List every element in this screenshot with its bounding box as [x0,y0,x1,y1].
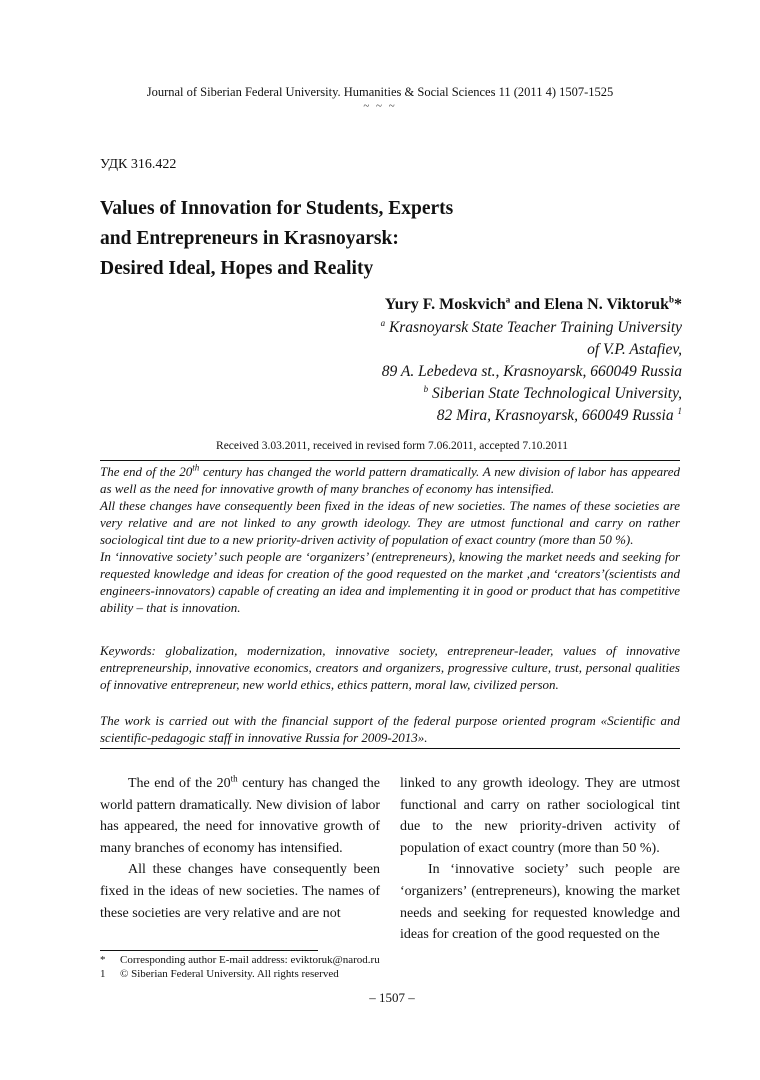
authors-line [300,296,682,314]
udc-code: УДК 316.422 [100,157,177,172]
footnote-corresponding [100,953,500,967]
abstract-top-rule [100,460,680,461]
affiliation-b-name: Siberian State Technological University, [432,385,682,402]
affiliations [300,317,682,427]
affiliation-a-mark: a [380,317,386,328]
keywords: Keywords: globalization, modernization, innovative society, entrepreneur-leader, values of innovative entrepreneurship, innovative economics, creators and organizers, progressive culture, trust, personal qualities of innovative entrepreneur, new world ethics, ethics pattern, moral law, civilized person. [100,643,680,692]
abstract-paragraph-1 [100,463,680,497]
abstract [100,463,680,616]
body-paragraph [100,773,380,859]
affiliation-a-line-2: of V.P. Astafiev, [587,341,682,358]
funding-note: The work is carried out with the financial support of the federal purpose oriented program «Scientific and scientific-pedagogic staff in innovative Russia for 2009-2013». [100,713,680,745]
affiliation-a-address: 89 A. Lebedeva st., Krasnoyarsk, 660049 Russia [381,363,682,380]
title-line-2: and Entrepreneurs in Krasnoyarsk: [100,228,399,249]
abstract-paragraph-2: All these changes have consequently been fixed in the ideas of new societies. The names of these societies are very relative and are not linked to any growth ideology. They are utmost functional and carry on rather sociological tint due to a new priority-driven activity of population of exact country (more than 50 %). [100,498,680,547]
body-paragraph: In ‘innovative society’ such people are ‘organizers’ (entrepreneurs), knowing the market needs and seeking for requested knowledge and ideas for creation of the good requested on the [400,862,680,943]
footnote-rule [100,950,318,951]
authors-and: and [510,296,545,313]
title-line-3: Desired Ideal, Hopes and Reality [100,258,374,279]
affiliation-b-address [300,405,682,427]
page-number: – 1507 – [369,990,415,1005]
author-2-mark: b [668,294,674,305]
abstract-p1-sup: th [192,462,200,473]
body-left-p1-rest: century has changed the world pattern dramatically. New division of labor has appeared, the need for innovative growth of many branches of economy has intensified. [100,776,380,856]
footnote-text: Corresponding author E-mail address: eviktoruk@narod.ru [120,954,380,966]
body-paragraph: All these changes have consequently been fixed in the ideas of new societies. The names of these societies are very relative and are not [100,862,380,921]
affiliation-a-line-1 [300,317,682,339]
abstract-bottom-rule [100,748,680,749]
corresponding-star: * [674,296,682,313]
body-column-left [100,773,380,924]
received-dates: Received 3.03.2011, received in revised form 7.06.2011, accepted 7.10.2011 [216,440,568,452]
author-2: Elena N. Viktoruk [544,296,669,313]
footnote-text: © Siberian Federal University. All rights reserved [120,968,339,980]
body-column-right [400,773,680,946]
title-line-1: Values of Innovation for Students, Experts [100,198,454,219]
header-ornament: ~ ~ ~ [363,100,397,112]
paper-title [100,194,660,284]
author-1-mark: a [505,294,511,305]
abstract-p1-rest: century has changed the world pattern dramatically. A new division of labor has appeared as well as the need for innovative growth of many branches of economy has intensified. [100,464,680,496]
journal-header: Journal of Siberian Federal University. Humanities & Social Sciences 11 (2011 4) 1507-1525 [146,85,614,99]
footnote-copyright [100,967,500,981]
footnote-mark: 1 [100,968,106,980]
body-paragraph: linked to any growth ideology. They are utmost functional and carry on rather sociological tint due to the new priority-driven activity of population of exact country (more than 50 %). [400,776,680,856]
author-1: Yury F. Moskvich [384,296,506,313]
affiliation-b-mark: b [423,383,429,394]
affiliation-a-name: Krasnoyarsk State Teacher Training University [388,319,682,336]
affiliation-b-line-1 [300,383,682,405]
abstract-paragraph-3: In ‘innovative society’ such people are ‘organizers’ (entrepreneurs), knowing the market needs and seeking for requested knowledge and ideas for creation of the good requested on the market ,and ‘creators’(scientists and engineers-innovators) capable of creating an idea and implementing it in good or product that has competitive ability – that is innovation. [100,549,680,615]
abstract-p1-start: The end of the 20 [100,464,193,479]
affiliation-b-footnote-mark: 1 [677,405,682,416]
body-left-p1-sup: th [230,773,238,784]
footnote-mark: * [100,954,106,966]
body-left-p1-start: The end of the 20 [128,776,231,791]
affiliation-b-address-text: 82 Mira, Krasnoyarsk, 660049 Russia [436,407,674,424]
